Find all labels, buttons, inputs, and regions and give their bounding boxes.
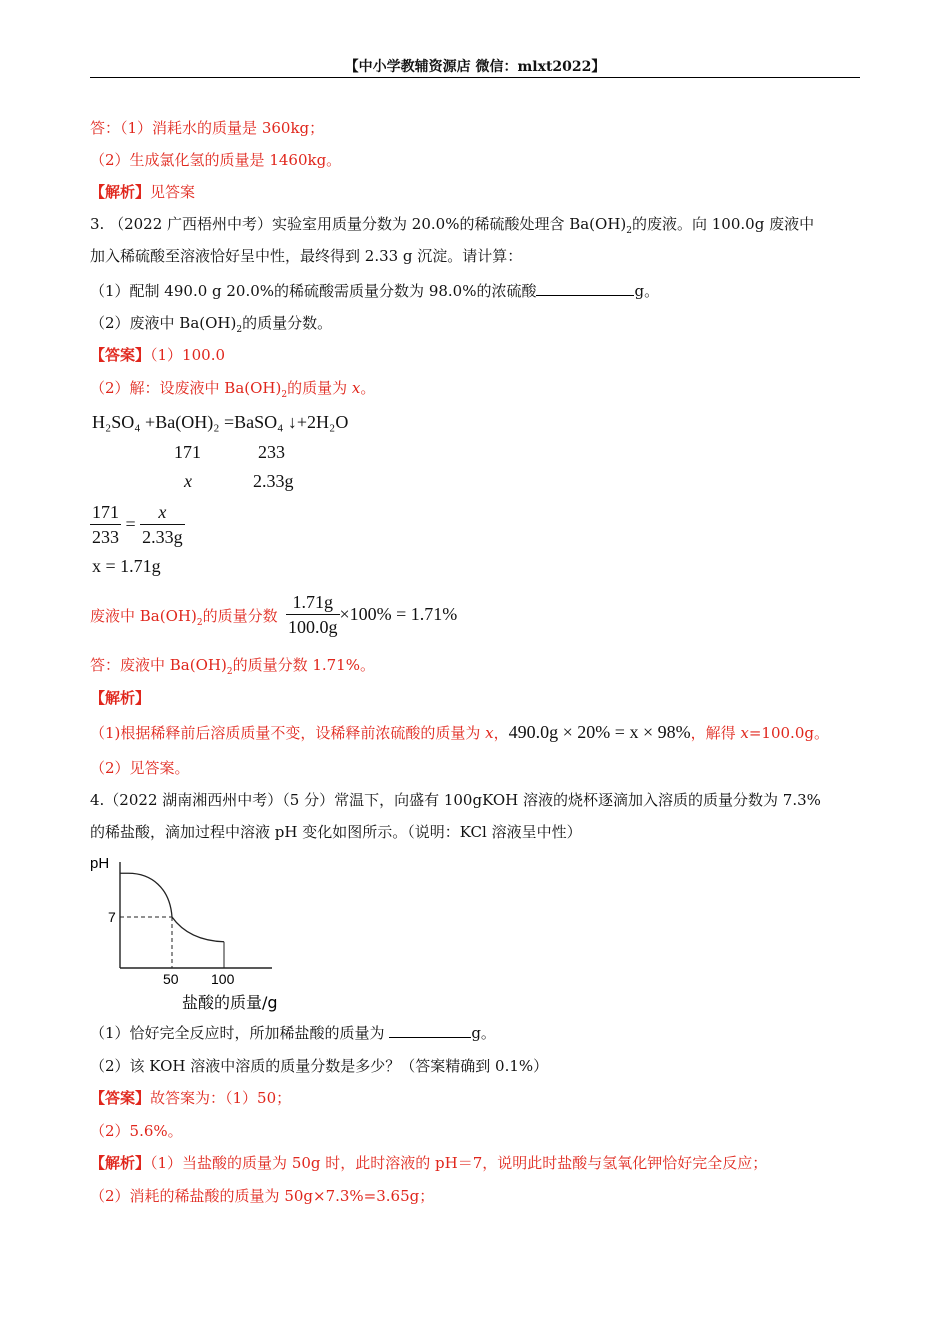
q3-line-2: 加入稀硫酸至溶液恰好呈中性，最终得到 2.33 g 沉淀。请计算： [90,247,523,265]
mass-fraction-label [90,606,278,633]
result-x: x = 1.71g [92,556,161,576]
variable-x: x [351,379,361,397]
precipitate-mass: 2.33g [253,471,294,491]
subscript: 2 [236,325,243,335]
conclusion-3 [90,655,375,682]
y-tick-label: 7 [108,909,116,925]
analysis-tag: 【解析】 [90,183,151,201]
molar-mass-baoh2: 171 [174,442,201,462]
mass-fraction-text-b: 的质量分数 [202,607,278,625]
analysis-text-g: =100.0g。 [748,724,829,742]
q3-text-3b: g。 [634,282,660,300]
analysis-3-line-1 [90,722,829,743]
x-axis-label: 盐酸的质量/g [182,993,278,1012]
ph-chart [90,852,300,1014]
q3-line-3 [90,281,659,301]
answer-text: （1）100.0 [150,346,226,364]
chemical-equation: H₂SO₄ +Ba(OH)₂ =BaSO₄ ↓+2H₂O [92,412,349,432]
q3-text-4b: 的质量分数。 [242,314,333,332]
dilution-equation: 490.0g × 20% = x × 98% [508,722,691,742]
analysis-4-line-2: （2）消耗的稀盐酸的质量为 50g×7.3%=3.65g； [90,1187,435,1205]
subscript: 2 [196,618,203,628]
answer-blank[interactable] [536,281,634,296]
q4-line-1: 4.（2022 湖南湘西州中考）（5 分）常温下，向盛有 100gKOH 溶液的烧杯逐滴加入溶质的质量分数为 7.3% [90,791,821,809]
fraction-numerator: 171 [90,500,121,525]
analysis-text-c: ， [493,724,509,742]
answer-line-2: （2）生成氯化氢的质量是 1460kg。 [90,151,342,169]
percent-result: ×100% = 1.71% [339,604,458,624]
conclusion-text-a: 答：废液中 Ba(OH) [90,656,227,674]
molar-mass-baso4: 233 [258,442,285,462]
q4-text-3b: g。 [471,1024,496,1042]
analysis-tag: 【解析】 [90,1154,151,1172]
analysis-text: 见答案 [150,183,196,201]
conclusion-text-b: 的质量分数 1.71%。 [232,656,375,674]
q3-text-3: （1）配制 490.0 g 20.0%的稀硫酸需质量分数为 98.0%的浓硫酸 [90,282,537,300]
q4-line-3 [90,1023,496,1043]
fraction-denominator: 100.0g [288,617,338,637]
fraction-left [90,500,121,549]
answer-tag: 【答案】 [90,1089,151,1107]
fraction-numerator: x [140,500,185,525]
subscript: 2 [226,667,233,677]
q3-text-4a: （2）废液中 Ba(OH) [90,314,237,332]
fraction-percent [286,590,340,639]
page-header: 【中小学教辅资源店 微信：mlxt2022】 [344,59,606,75]
proportion [90,500,185,549]
analysis-text: （1）当盐酸的质量为 50g 时，此时溶液的 pH＝7，说明此时盐酸与氢氧化钾恰好完全反应； [150,1154,768,1172]
answer-row-4 [90,1088,291,1108]
answer-tag: 【答案】 [90,346,151,364]
q3-text-1b: 的废液。向 100.0g 废液中 [632,215,815,233]
fraction-denominator: 2.33g [142,527,183,547]
subscript: 2 [281,390,288,400]
subscript: 2 [626,226,632,236]
mass-fraction-text-a: 废液中 Ba(OH) [90,607,197,625]
answer-blank[interactable] [389,1023,471,1038]
answer-line-1: 答：（1）消耗水的质量是 360kg； [90,119,325,137]
analysis-row-1 [90,182,195,202]
analysis-tag-3: 【解析】 [90,689,151,707]
solution-text-d: 。 [360,379,376,397]
header-rule [90,77,860,78]
analysis-text-a: （1)根据稀释前后溶质质量不变，设稀释前浓硫酸的质量为 [90,724,486,742]
analysis-text-e: ，解得 [690,724,741,742]
unknown-x: x [184,471,192,491]
fraction-numerator: 1.71g [286,590,340,615]
analysis-4-line-1 [90,1153,767,1173]
y-axis-label: pH [90,855,110,872]
equals-sign: = [125,514,136,534]
solution-text-b: 的质量为 [287,379,352,397]
q4-text-3: （1）恰好完全反应时，所加稀盐酸的质量为 [90,1024,390,1042]
fraction-right [140,500,185,549]
x-tick-label: 50 [163,971,179,987]
solution-intro [90,378,375,405]
variable-x: x [740,724,749,742]
answer-text: 故答案为：（1）50； [150,1089,292,1107]
fraction-denominator: 233 [92,527,119,547]
q4-line-2: 的稀盐酸，滴加过程中溶液 pH 变化如图所示。（说明：KCl 溶液呈中性） [90,823,582,841]
variable-x: x [485,724,494,742]
solution-text-a: （2）解：设废液中 Ba(OH) [90,379,282,397]
answer-row-3 [90,345,225,365]
q3-line-1 [90,214,814,241]
q4-line-4: （2）该 KOH 溶液中溶质的质量分数是多少？（答案精确到 0.1%） [90,1057,549,1075]
q3-line-4 [90,313,332,340]
mass-fraction-expression [286,590,457,639]
analysis-3-line-2: （2）见答案。 [90,759,190,777]
q3-text-1a: 3. （2022 广西梧州中考）实验室用质量分数为 20.0%的稀硫酸处理含 Ba(OH) [90,215,627,233]
x-tick-label: 100 [211,971,235,987]
answer-4-line-2: （2）5.6%。 [90,1122,183,1140]
